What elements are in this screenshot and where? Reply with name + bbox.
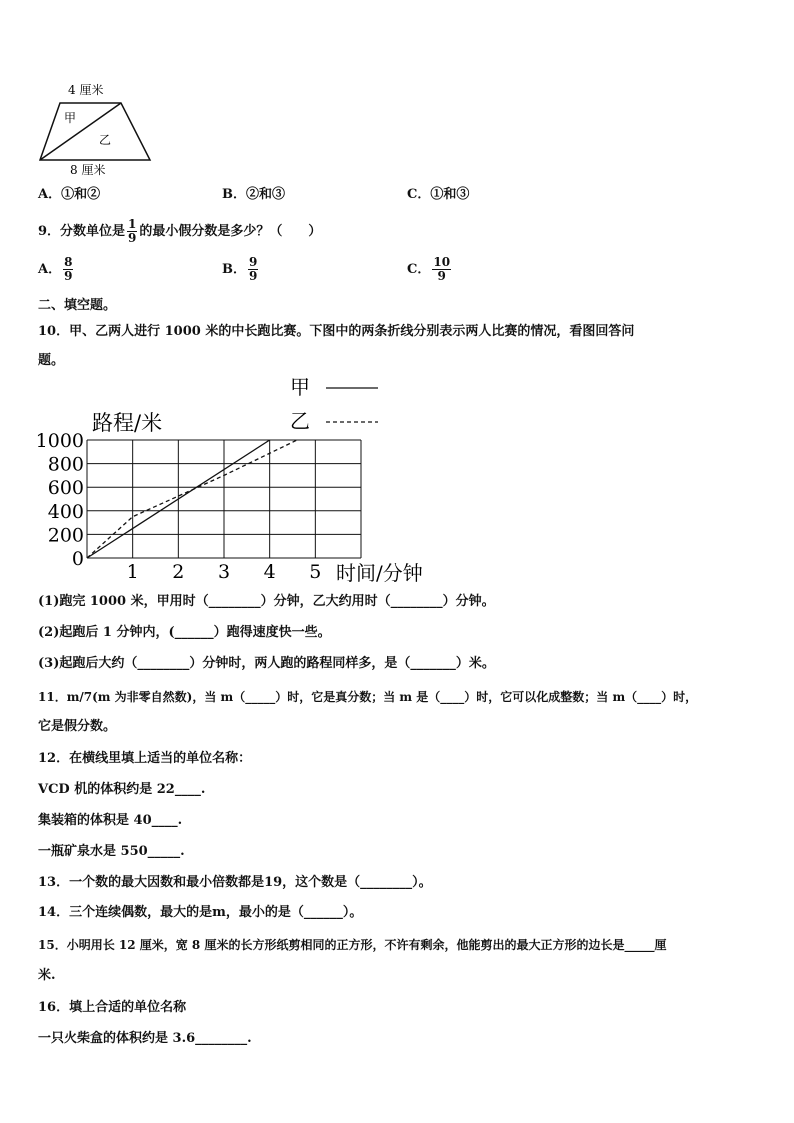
question-9: 9．分数单位是 $\frac{1}{9}$ 的最小假分数是多少？（ ） (38, 217, 322, 245)
q10-line-2: 题。 (38, 353, 65, 368)
question-13: 13．一个数的最大因数和最小倍数都是19，这个数是（________）。 (38, 875, 432, 890)
section-heading: 二、填空题。 (38, 298, 117, 313)
q12-item-a: VCD 机的体积约是 22____. (38, 782, 206, 797)
q15-line-2: 米. (38, 968, 56, 983)
series-line-yi (87, 440, 297, 558)
q8-option-b[interactable]: B．②和③ (222, 187, 286, 202)
legend-label: 乙 (290, 409, 310, 433)
q12-item-b: 集装箱的体积是 40____. (38, 813, 183, 828)
q12-item-c: 一瓶矿泉水是 550_____. (38, 844, 185, 859)
q9-option-b[interactable]: B． $\frac{9}{9}$ (222, 255, 258, 283)
fraction-one-ninth: $\frac{1}{9}$ (128, 217, 137, 245)
q11-line-2: 它是假分数。 (38, 719, 117, 734)
x-axis-title: 时间/分钟 (336, 561, 423, 585)
region-yi-label: 乙 (99, 133, 112, 147)
q10-sub-1: (1)跑完 1000 米，甲用时（________）分钟，乙大约用时（________）分钟。 (38, 594, 495, 609)
y-axis-title: 路程/米 (92, 411, 163, 435)
q16-title: 16．填上合适的单位名称 (38, 1000, 187, 1015)
x-tick-label: 3 (217, 561, 231, 583)
q12-title: 12．在横线里填上适当的单位名称： (38, 751, 252, 766)
y-tick-label: 800 (47, 453, 84, 476)
race-line-chart (36, 372, 446, 588)
x-tick-label: 2 (172, 561, 185, 583)
q9-option-a[interactable]: A． $\frac{8}{9}$ (38, 255, 73, 283)
q8-option-c[interactable]: C．①和③ (407, 187, 470, 202)
trapezoid-bottom-label: 8 厘米 (70, 163, 106, 176)
legend-label: 甲 (290, 375, 310, 399)
trapezoid-top-label: 4 厘米 (68, 83, 104, 97)
q16-item-a: 一只火柴盒的体积约是 3.6________. (38, 1031, 252, 1046)
question-14: 14．三个连续偶数，最大的是m，最小的是（______）。 (38, 905, 363, 920)
x-tick-label: 5 (309, 561, 322, 583)
q10-line-1: 10．甲、乙两人进行 1000 米的中长跑比赛。下图中的两条折线分别表示两人比赛的情况，看图回答问 (38, 324, 635, 339)
q10-sub-3: (3)起跑后大约（________）分钟时，两人跑的路程同样多，是（_______）米。 (38, 656, 495, 671)
q11-line-1: 11．m/7(m 为非零自然数)，当 m（_____）时，它是真分数；当 m 是（____）时，它可以化成整数；当 m（____）时， (38, 690, 698, 704)
q15-line-1: 15．小明用长 12 厘米，宽 8 厘米的长方形纸剪相同的正方形，不许有剩余，他能剪出的最大正方形的边长是_____厘 (38, 938, 667, 952)
trapezoid-figure (30, 76, 170, 176)
x-tick-label: 4 (263, 561, 276, 583)
q9-option-c[interactable]: C． $\frac{10}{9}$ (407, 255, 451, 283)
region-jia-label: 甲 (64, 111, 77, 125)
y-tick-label: 400 (47, 500, 84, 523)
x-tick-label: 1 (126, 561, 139, 583)
y-tick-label: 0 (71, 548, 84, 570)
q10-sub-2: (2)起跑后 1 分钟内，(______）跑得速度快一些。 (38, 625, 331, 640)
y-tick-label: 600 (47, 477, 84, 500)
y-tick-label: 1000 (36, 430, 84, 452)
y-tick-label: 200 (47, 524, 84, 547)
q8-option-a[interactable]: A．①和② (38, 187, 101, 202)
